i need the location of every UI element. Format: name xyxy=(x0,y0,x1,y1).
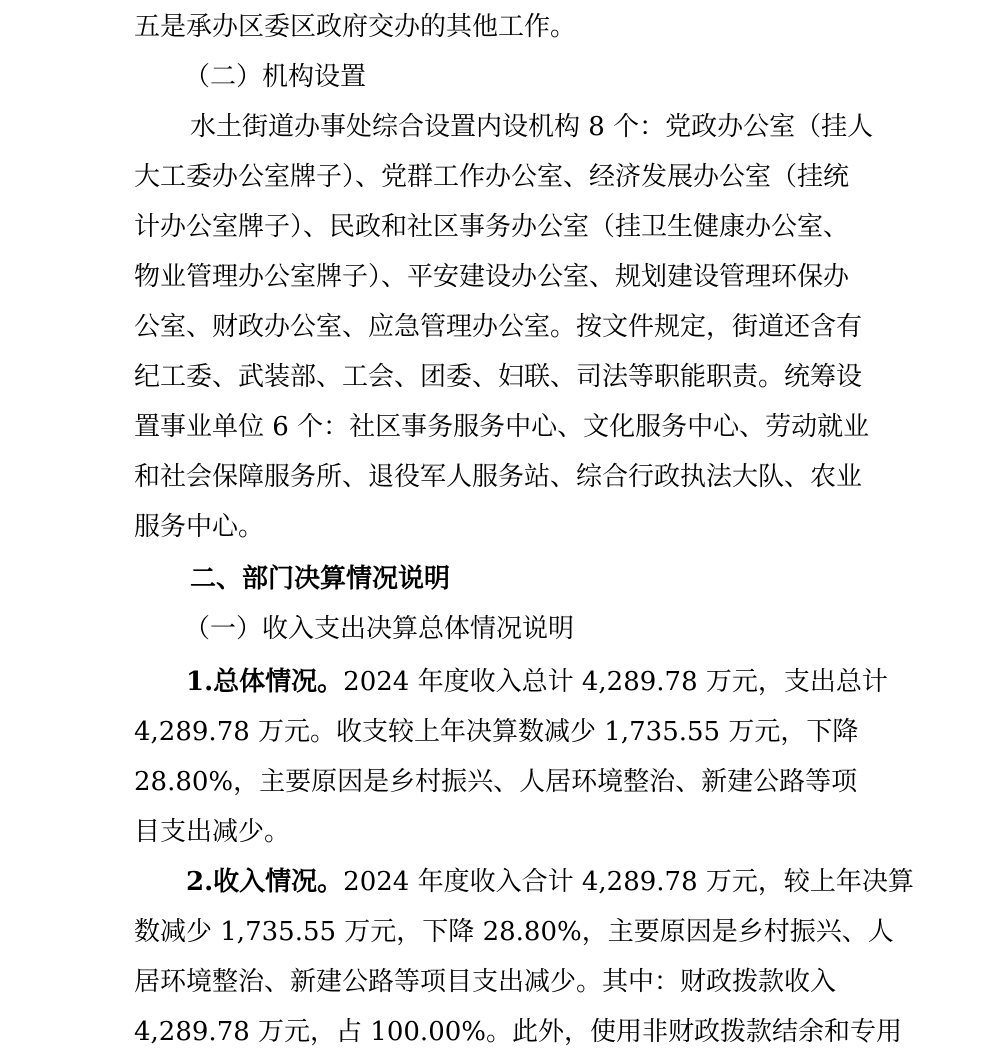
text-line xyxy=(134,709,1000,755)
line-text: （二）机构设置 xyxy=(184,62,367,92)
line-text: 2024 年度收入合计 4,289.78 万元，较上年决算 xyxy=(343,867,914,897)
text-line xyxy=(134,4,1000,50)
text-line xyxy=(134,1009,1000,1055)
line-text: 居环境整治、新建公路等项目支出减少。其中：财政拨款收入 xyxy=(134,967,837,997)
text-line xyxy=(134,354,1000,400)
text-line xyxy=(134,304,1000,350)
line-text: 数减少 1,735.55 万元，下降 28.80%，主要原因是乡村振兴、人 xyxy=(134,917,894,947)
line-text: 二、部门决算情况说明 xyxy=(190,564,451,594)
paragraph-income xyxy=(186,859,1000,905)
subsection-heading-income-expense xyxy=(184,606,1000,652)
paragraph-lead: 1.总体情况。 xyxy=(186,667,344,697)
line-text: 大工委办公室牌子）、党群工作办公室、经济发展办公室（挂统 xyxy=(134,162,850,192)
paragraph-lead: 2.收入情况。 xyxy=(186,867,344,897)
line-text: 置事业单位 6 个：社区事务服务中心、文化服务中心、劳动就业 xyxy=(134,412,870,442)
section-heading-final-accounts xyxy=(190,556,1000,602)
line-text: 五是承办区委区政府交办的其他工作。 xyxy=(134,12,577,42)
text-line xyxy=(134,909,1000,955)
text-line xyxy=(134,759,1000,805)
subsection-heading-organization xyxy=(184,54,1000,100)
paragraph-overall xyxy=(186,659,1000,705)
line-text: 服务中心。 xyxy=(134,512,265,542)
line-text: 28.80%，主要原因是乡村振兴、人居环境整治、新建公路等项 xyxy=(134,767,858,797)
line-text: （一）收入支出决算总体情况说明 xyxy=(184,614,575,644)
text-line xyxy=(190,104,1000,150)
text-line xyxy=(134,204,1000,250)
text-line xyxy=(134,959,1000,1005)
text-line xyxy=(134,504,1000,550)
line-text: 4,289.78 万元，占 100.00%。此外，使用非财政拨款结余和专用 xyxy=(134,1017,902,1047)
line-text: 4,289.78 万元。收支较上年决算数减少 1,735.55 万元，下降 xyxy=(134,717,859,747)
text-line xyxy=(134,154,1000,200)
line-text: 水土街道办事处综合设置内设机构 8 个：党政办公室（挂人 xyxy=(190,112,874,142)
line-text: 计办公室牌子）、民政和社区事务办公室（挂卫生健康办公室、 xyxy=(134,212,850,242)
line-text: 目支出减少。 xyxy=(134,817,291,847)
line-text: 物业管理办公室牌子）、平安建设办公室、规划建设管理环保办 xyxy=(134,262,850,292)
line-text: 和社会保障服务所、退役军人服务站、综合行政执法大队、农业 xyxy=(134,462,863,492)
text-line xyxy=(134,454,1000,500)
text-line xyxy=(134,404,1000,450)
line-text: 2024 年度收入总计 4,289.78 万元，支出总计 xyxy=(343,667,888,697)
text-line xyxy=(134,809,1000,855)
line-text: 纪工委、武装部、工会、团委、妇联、司法等职能职责。统筹设 xyxy=(134,362,863,392)
line-text: 公室、财政办公室、应急管理办公室。按文件规定，街道还含有 xyxy=(134,312,863,342)
text-line xyxy=(134,254,1000,300)
